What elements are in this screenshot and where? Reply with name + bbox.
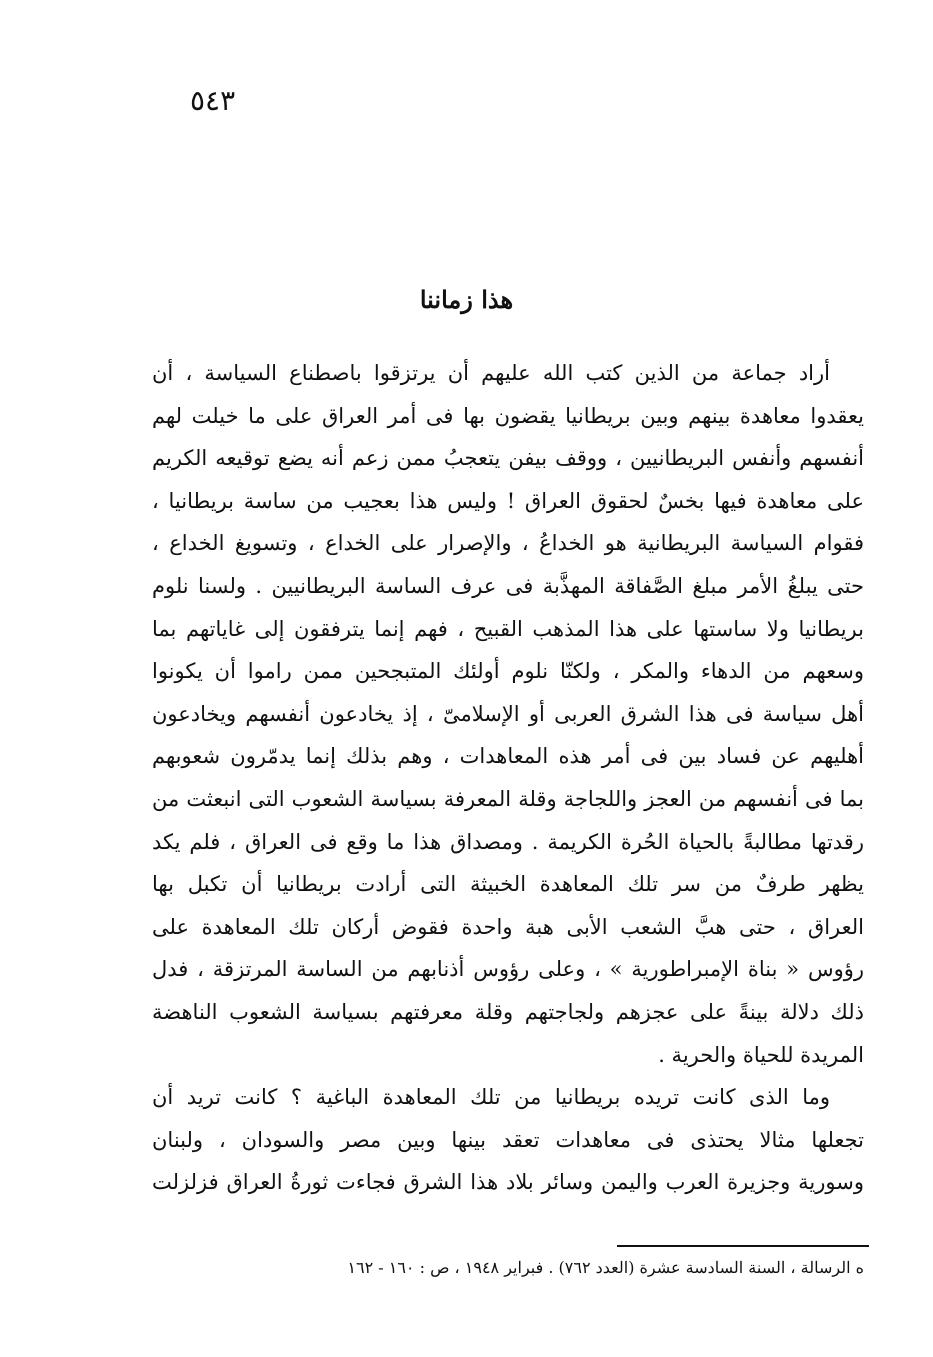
body-line: يعقدوا معاهدة بينهم وبين بريطانيا يقضون بها فى أمر العراق على ما خيلت لهم [152, 403, 864, 428]
body-line: العراق ، حتى هبَّ الشعب الأبى هبة واحدة فقوض أركان تلك المعاهدة على [152, 914, 864, 939]
article-body [152, 352, 864, 1204]
body-line: يظهر طرفٌ من سر تلك المعاهدة الخبيثة التى أرادت بريطانيا أن تكبل بها [152, 872, 864, 897]
body-line: أهليهم عن فساد بين فى أمر هذه المعاهدات ، وهم بذلك إنما يدمّرون شعوبهم [152, 744, 864, 769]
page-number: ٥٤٣ [190, 84, 236, 117]
body-line: على معاهدة فيها بخسٌ لحقوق العراق ! وليس هذا بعجيب من ساسة بريطانيا ، [152, 488, 864, 513]
body-line: وسعهم من الدهاء والمكر ، ولكنّا نلوم أولئك المتبجحين ممن راموا أن يكونوا [152, 659, 864, 684]
body-line: أراد جماعة من الذين كتب الله عليهم أن يرتزقوا باصطناع السياسة ، أن [152, 361, 830, 385]
body-line: رؤوس « بناة الإمبراطورية » ، وعلى رؤوس أذنابهم من الساسة المرتزقة ، فدل [152, 957, 864, 982]
body-line: أهل سياسة فى هذا الشرق العربى أو الإسلامىّ ، إذ يخادعون أنفسهم ويخادعون [152, 701, 864, 726]
body-line: وما الذى كانت تريده بريطانيا من تلك المعاهدة الباغية ؟ كانت تريد أن [152, 1085, 830, 1110]
body-line: ذلك دلالة بينةً على عجزهم ولجاجتهم وقلة معرفتهم بسياسة الشعوب الناهضة [152, 999, 864, 1024]
body-line: تجعلها مثالا يحتذى فى معاهدات تعقد بينها وبين مصر والسودان ، ولبنان [152, 1127, 864, 1152]
body-line: بما فى أنفسهم من العجز واللجاجة وقلة المعرفة بسياسة الشعوب التى انبعثت من [152, 786, 864, 811]
footnote-divider [617, 1245, 869, 1247]
body-line: رقدتها مطالبةً بالحياة الحُرة الكريمة . ومصداق هذا ما وقع فى العراق ، فلم يكد [152, 829, 864, 854]
body-line: وسورية وجزيرة العرب واليمن وسائر بلاد هذا الشرق فجاءت ثورةُ العراق فزلزلت [152, 1170, 864, 1195]
body-line: حتى يبلغُ الأمر مبلغ الصَّفاقة المهذَّبة فى عرف الساسة البريطانيين . ولسنا نلوم [152, 573, 864, 598]
body-line: المريدة للحياة والحرية . [658, 1042, 864, 1067]
body-line: فقوام السياسة البريطانية هو الخداعُ ، والإصرار على الخداع ، وتسويغ الخداع ، [152, 531, 864, 556]
footnote: ه الرسالة ، السنة السادسة عشرة (العدد ٧٦٢) . فبراير ١٩٤٨ ، ص : ١٦٠ - ١٦٢ [347, 1258, 864, 1277]
body-line: أنفسهم وأنفس البريطانيين ، ووقف بيفن يتعجبُ ممن زعم أنه يضع توقيعه الكريم [152, 446, 864, 471]
article-title: هذا زماننا [419, 285, 514, 314]
body-line: بريطانيا ولا ساستها على هذا المذهب القبيح ، فهم إنما يترفقون إلى غاياتهم بما [152, 616, 864, 641]
